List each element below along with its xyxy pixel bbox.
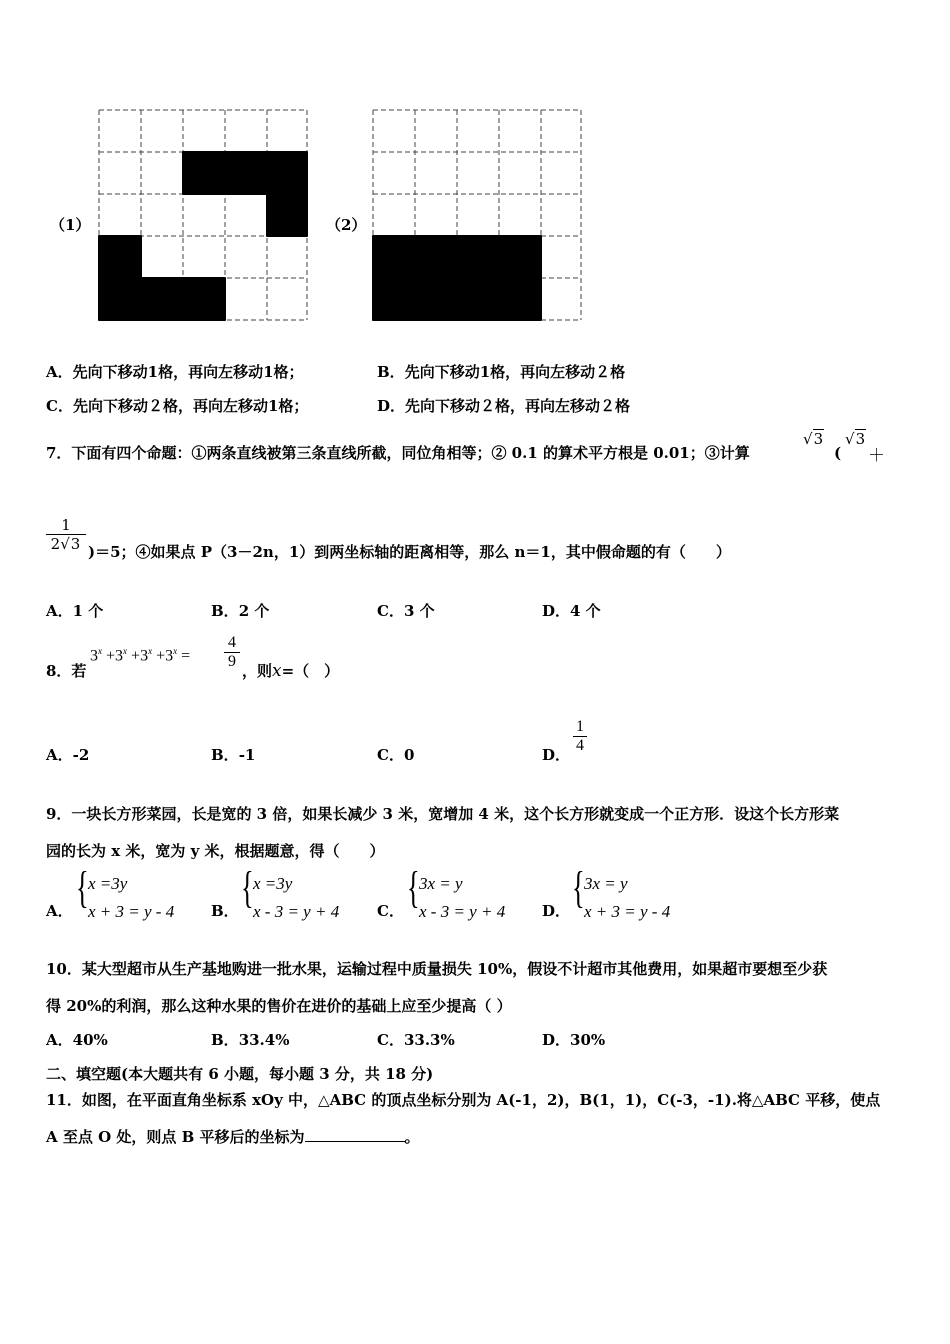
q7-sqrt-1: √3	[803, 430, 824, 448]
q9-option-c[interactable]: C．	[377, 902, 404, 920]
figure-2-label: （2）	[326, 216, 367, 234]
q7-option-d[interactable]: D．4 个	[542, 602, 601, 620]
q6-option-b[interactable]: B．先向下移动1格，再向左移动２格	[377, 363, 626, 381]
q9-option-d[interactable]: D．	[542, 902, 571, 920]
q10-option-a[interactable]: A．40%	[46, 1031, 108, 1049]
q10-option-b[interactable]: B．33.4%	[211, 1031, 290, 1049]
q7-plus: ＋	[868, 446, 885, 466]
q7-option-b[interactable]: B．2 个	[211, 602, 270, 620]
q9-option-a[interactable]: A．	[46, 902, 73, 920]
q8-option-a[interactable]: A．-2	[46, 746, 90, 764]
q11-answer-blank[interactable]	[305, 1127, 405, 1142]
q7-text-line2: )＝5；④如果点 P（3－2n，1）到两坐标轴的距离相等，那么 n＝1，其中假命题的有（ ）	[88, 543, 731, 561]
shape-rectangle	[373, 236, 541, 320]
q9-option-b[interactable]: B．	[211, 902, 239, 920]
shape-upper	[183, 152, 307, 236]
q8-suffix: ，则x=（ ）	[242, 661, 340, 681]
q11-text-line1: 11．如图，在平面直角坐标系 xOy 中，△ABC 的顶点坐标分别为 A(-1，2)，B(1，1)，C(-3，-1).将△ABC 平移，使点	[46, 1091, 881, 1109]
q9-option-a-system: { x =3y x + 3 = y - 4	[76, 863, 175, 921]
q8-option-c[interactable]: C．0	[377, 746, 415, 764]
shape-lower	[99, 236, 225, 320]
q7-frac-denominator: 2√3	[46, 534, 86, 553]
q8-fraction: $\frac{4}{9}$	[224, 634, 240, 671]
q10-option-c[interactable]: C．33.3%	[377, 1031, 455, 1049]
q8-option-d[interactable]: D．	[542, 746, 571, 764]
q9-option-c-system: { 3x = y x - 3 = y + 4	[407, 863, 506, 921]
figure-2-grid	[371, 108, 585, 324]
q7-text-line1: 7．下面有四个命题：①两条直线被第三条直线所截，同位角相等；② 0.1 的算术平方根是 0.01；③计算	[46, 444, 750, 462]
q11-text-line2: A 至点 O 处，则点 B 平移后的坐标为 。	[46, 1128, 420, 1146]
q9-text-line1: 9．一块长方形菜园，长是宽的 3 倍，如果长减少 3 米，宽增加 4 米，这个长方形就变成一个正方形．设这个长方形菜	[46, 805, 840, 823]
q7-frac-numerator: 1	[61, 516, 71, 534]
q9-text-line2: 园的长为 x 米，宽为 y 米，根据题意，得（ ）	[46, 842, 385, 860]
q8-prefix: 8．若	[46, 662, 87, 680]
q7-option-a[interactable]: A．1 个	[46, 602, 104, 620]
q8-equation: $3^x +3^x +3^x +3^x$ =	[90, 646, 191, 665]
q10-text-line2: 得 20%的利润，那么这种水果的售价在进价的基础上应至少提高（ ）	[46, 997, 512, 1015]
q9-option-b-system: { x =3y x - 3 = y + 4	[241, 863, 340, 921]
q6-option-c[interactable]: C．先向下移动２格，再向左移动1格；	[46, 397, 309, 415]
q10-option-d[interactable]: D．30%	[542, 1031, 606, 1049]
q7-option-c[interactable]: C．3 个	[377, 602, 435, 620]
q10-text-line1: 10．某大型超市从生产基地购进一批水果，运输过程中质量损失 10%，假设不计超市其他费用，如果超市要想至少获	[46, 960, 828, 978]
section-heading: 二、填空题(本大题共有 6 小题，每小题 3 分，共 18 分)	[46, 1065, 434, 1083]
q7-open-paren: (	[834, 444, 842, 462]
q9-option-d-system: { 3x = y x + 3 = y - 4	[572, 863, 671, 921]
q6-option-a[interactable]: A．先向下移动1格，再向左移动1格；	[46, 363, 304, 381]
figure-1-label: （1）	[50, 216, 91, 234]
q6-option-d[interactable]: D．先向下移动２格，再向左移动２格	[377, 397, 631, 415]
figure-1-grid	[97, 108, 311, 324]
q7-sqrt-2: √3	[845, 430, 866, 448]
q7-fraction	[46, 516, 86, 553]
q8-option-b[interactable]: B．-1	[211, 746, 256, 764]
q8-option-d-fraction: $\frac{1}{4}$	[573, 718, 587, 755]
